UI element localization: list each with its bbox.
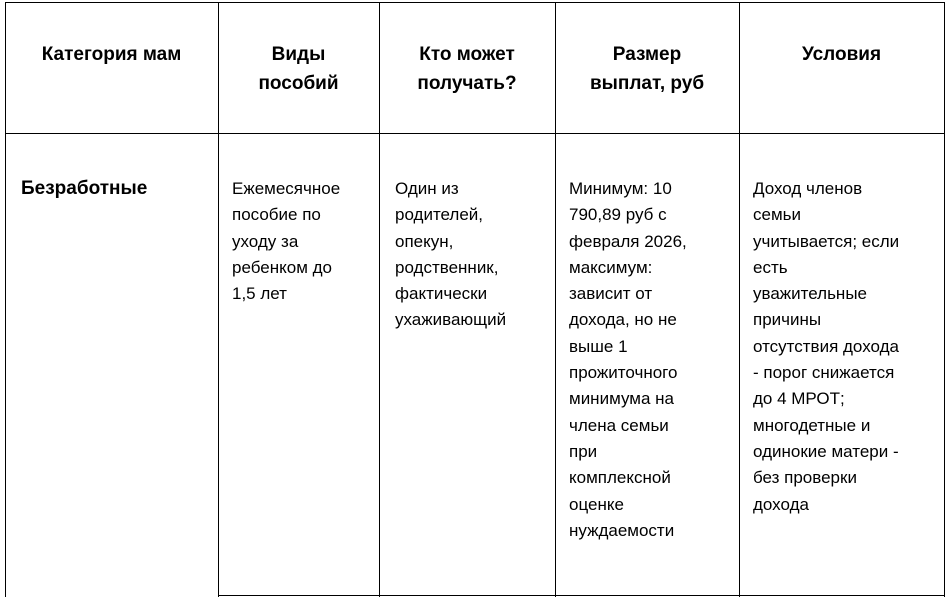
header-category: Категория мам — [41, 44, 182, 65]
cell-payment-amount: Минимум: 10 790,89 руб с февраля 2026, максимум: зависит от дохода, но не выше 1 прожиточного минимума на члена семьи при комплексной оценке нуждаемости — [569, 179, 687, 540]
table-top-border — [5, 2, 945, 3]
header-payment-amount: Размер выплат, руб — [589, 44, 705, 94]
header-conditions: Условия — [801, 44, 882, 65]
table-right-border — [944, 2, 945, 597]
row-bottom-border — [218, 595, 945, 596]
cell-benefit-type: Ежемесячное пособие по уходу за ребенком до 1,5 лет — [232, 179, 341, 304]
header-who-can-receive: Кто может получать? — [417, 44, 517, 94]
row-category-unemployed: Безработные — [21, 178, 148, 199]
cell-conditions: Доход членов семьи учитывается; если есть уважительные причины отсутствия дохода - порог снижается до 4 МРОТ; многодетные и одинокие матери - без проверки дохода — [753, 179, 900, 514]
header-bottom-border — [5, 133, 945, 134]
table-left-border — [5, 2, 6, 597]
header-benefit-types: Виды пособий — [258, 44, 339, 94]
col-divider-4 — [739, 2, 740, 597]
cell-who-can-receive: Один из родителей, опекун, родственник, фактически ухаживающий — [395, 179, 507, 330]
